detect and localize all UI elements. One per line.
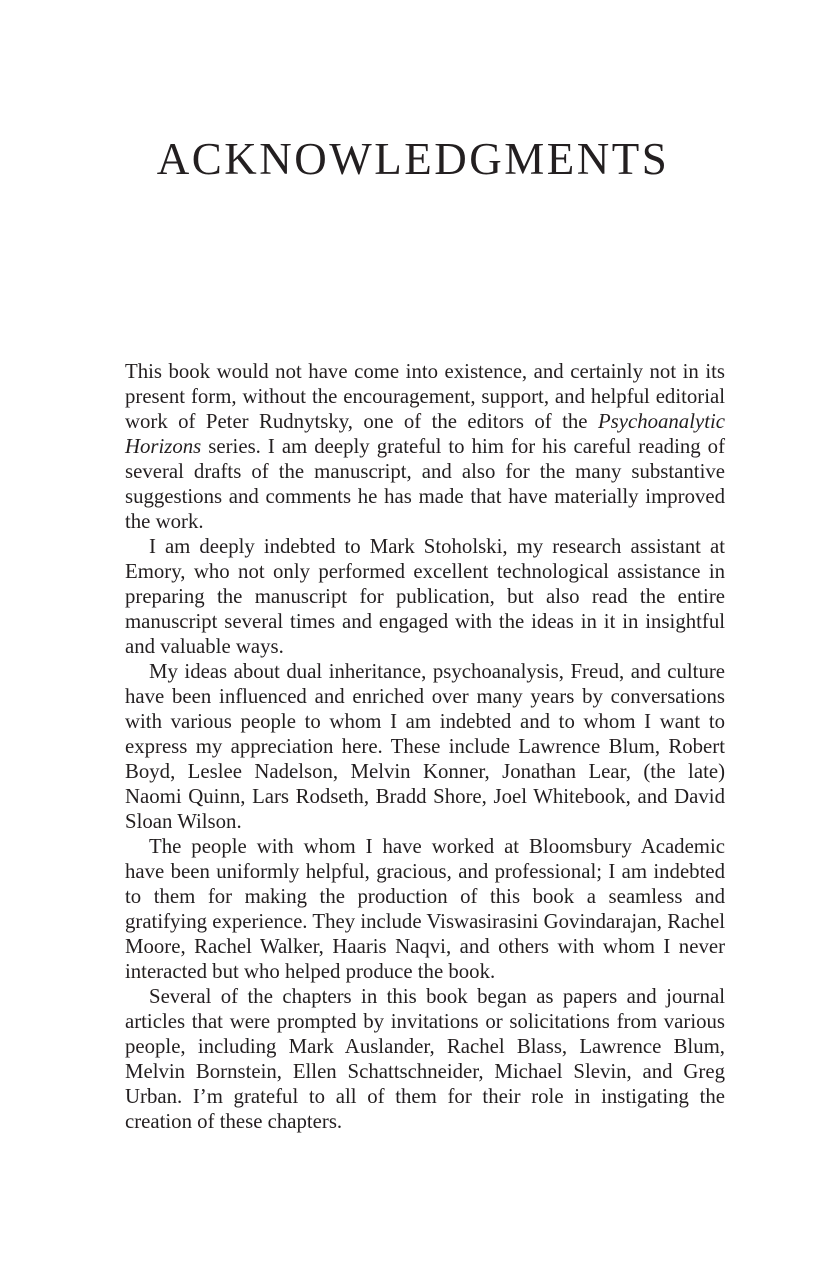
paragraph-5: Several of the chapters in this book began as papers and journal articles that were prompted by invitations or solicitations from various people, including Mark Auslander, Rachel Blass, Lawrence Blum, Melvin Bornstein, Ellen Schattschneider, Michael Slevin, and Greg Urban. I’m grateful to all of them for their role in instigating the creation of these chapters.	[125, 985, 725, 1133]
paragraph-1-text-end: series. I am deeply grateful to him for his careful reading of several drafts of the manuscript, and also for the many substantive suggestions and comments he has made that have materially improved the work.	[125, 435, 725, 533]
page-title: ACKNOWLEDGMENTS	[156, 134, 670, 184]
paragraph-4: The people with whom I have worked at Bloomsbury Academic have been uniformly helpful, gracious, and professional; I am indebted to them for making the production of this book a seamless and gratifying experience. They include Viswasirasini Govindarajan, Rachel Moore, Rachel Walker, Haaris Naqvi, and others with whom I never interacted but who helped produce the book.	[125, 835, 725, 983]
series-title: Psychoanalytic Horizons	[125, 410, 725, 458]
paragraph-1-text-start: This book would not have come into existence, and certainly not in its present form, without the encouragement, support, and helpful editorial work of Peter Rudnytsky, one of the editors of the	[125, 360, 725, 433]
paragraph-1	[125, 359, 725, 534]
paragraph-2: I am deeply indebted to Mark Stoholski, my research assistant at Emory, who not only performed excellent technological assistance in preparing the manuscript for publication, but also read the entire manuscript several times and engaged with the ideas in it in insightful and valuable ways.	[125, 535, 725, 658]
acknowledgments-body	[125, 359, 725, 1134]
paragraph-3: My ideas about dual inheritance, psychoanalysis, Freud, and culture have been influenced and enriched over many years by conversations with various people to whom I am indebted and to whom I want to express my appreciation here. These include Lawrence Blum, Robert Boyd, Leslee Nadelson, Melvin Konner, Jonathan Lear, (the late) Naomi Quinn, Lars Rodseth, Bradd Shore, Joel Whitebook, and David Sloan Wilson.	[125, 660, 725, 833]
